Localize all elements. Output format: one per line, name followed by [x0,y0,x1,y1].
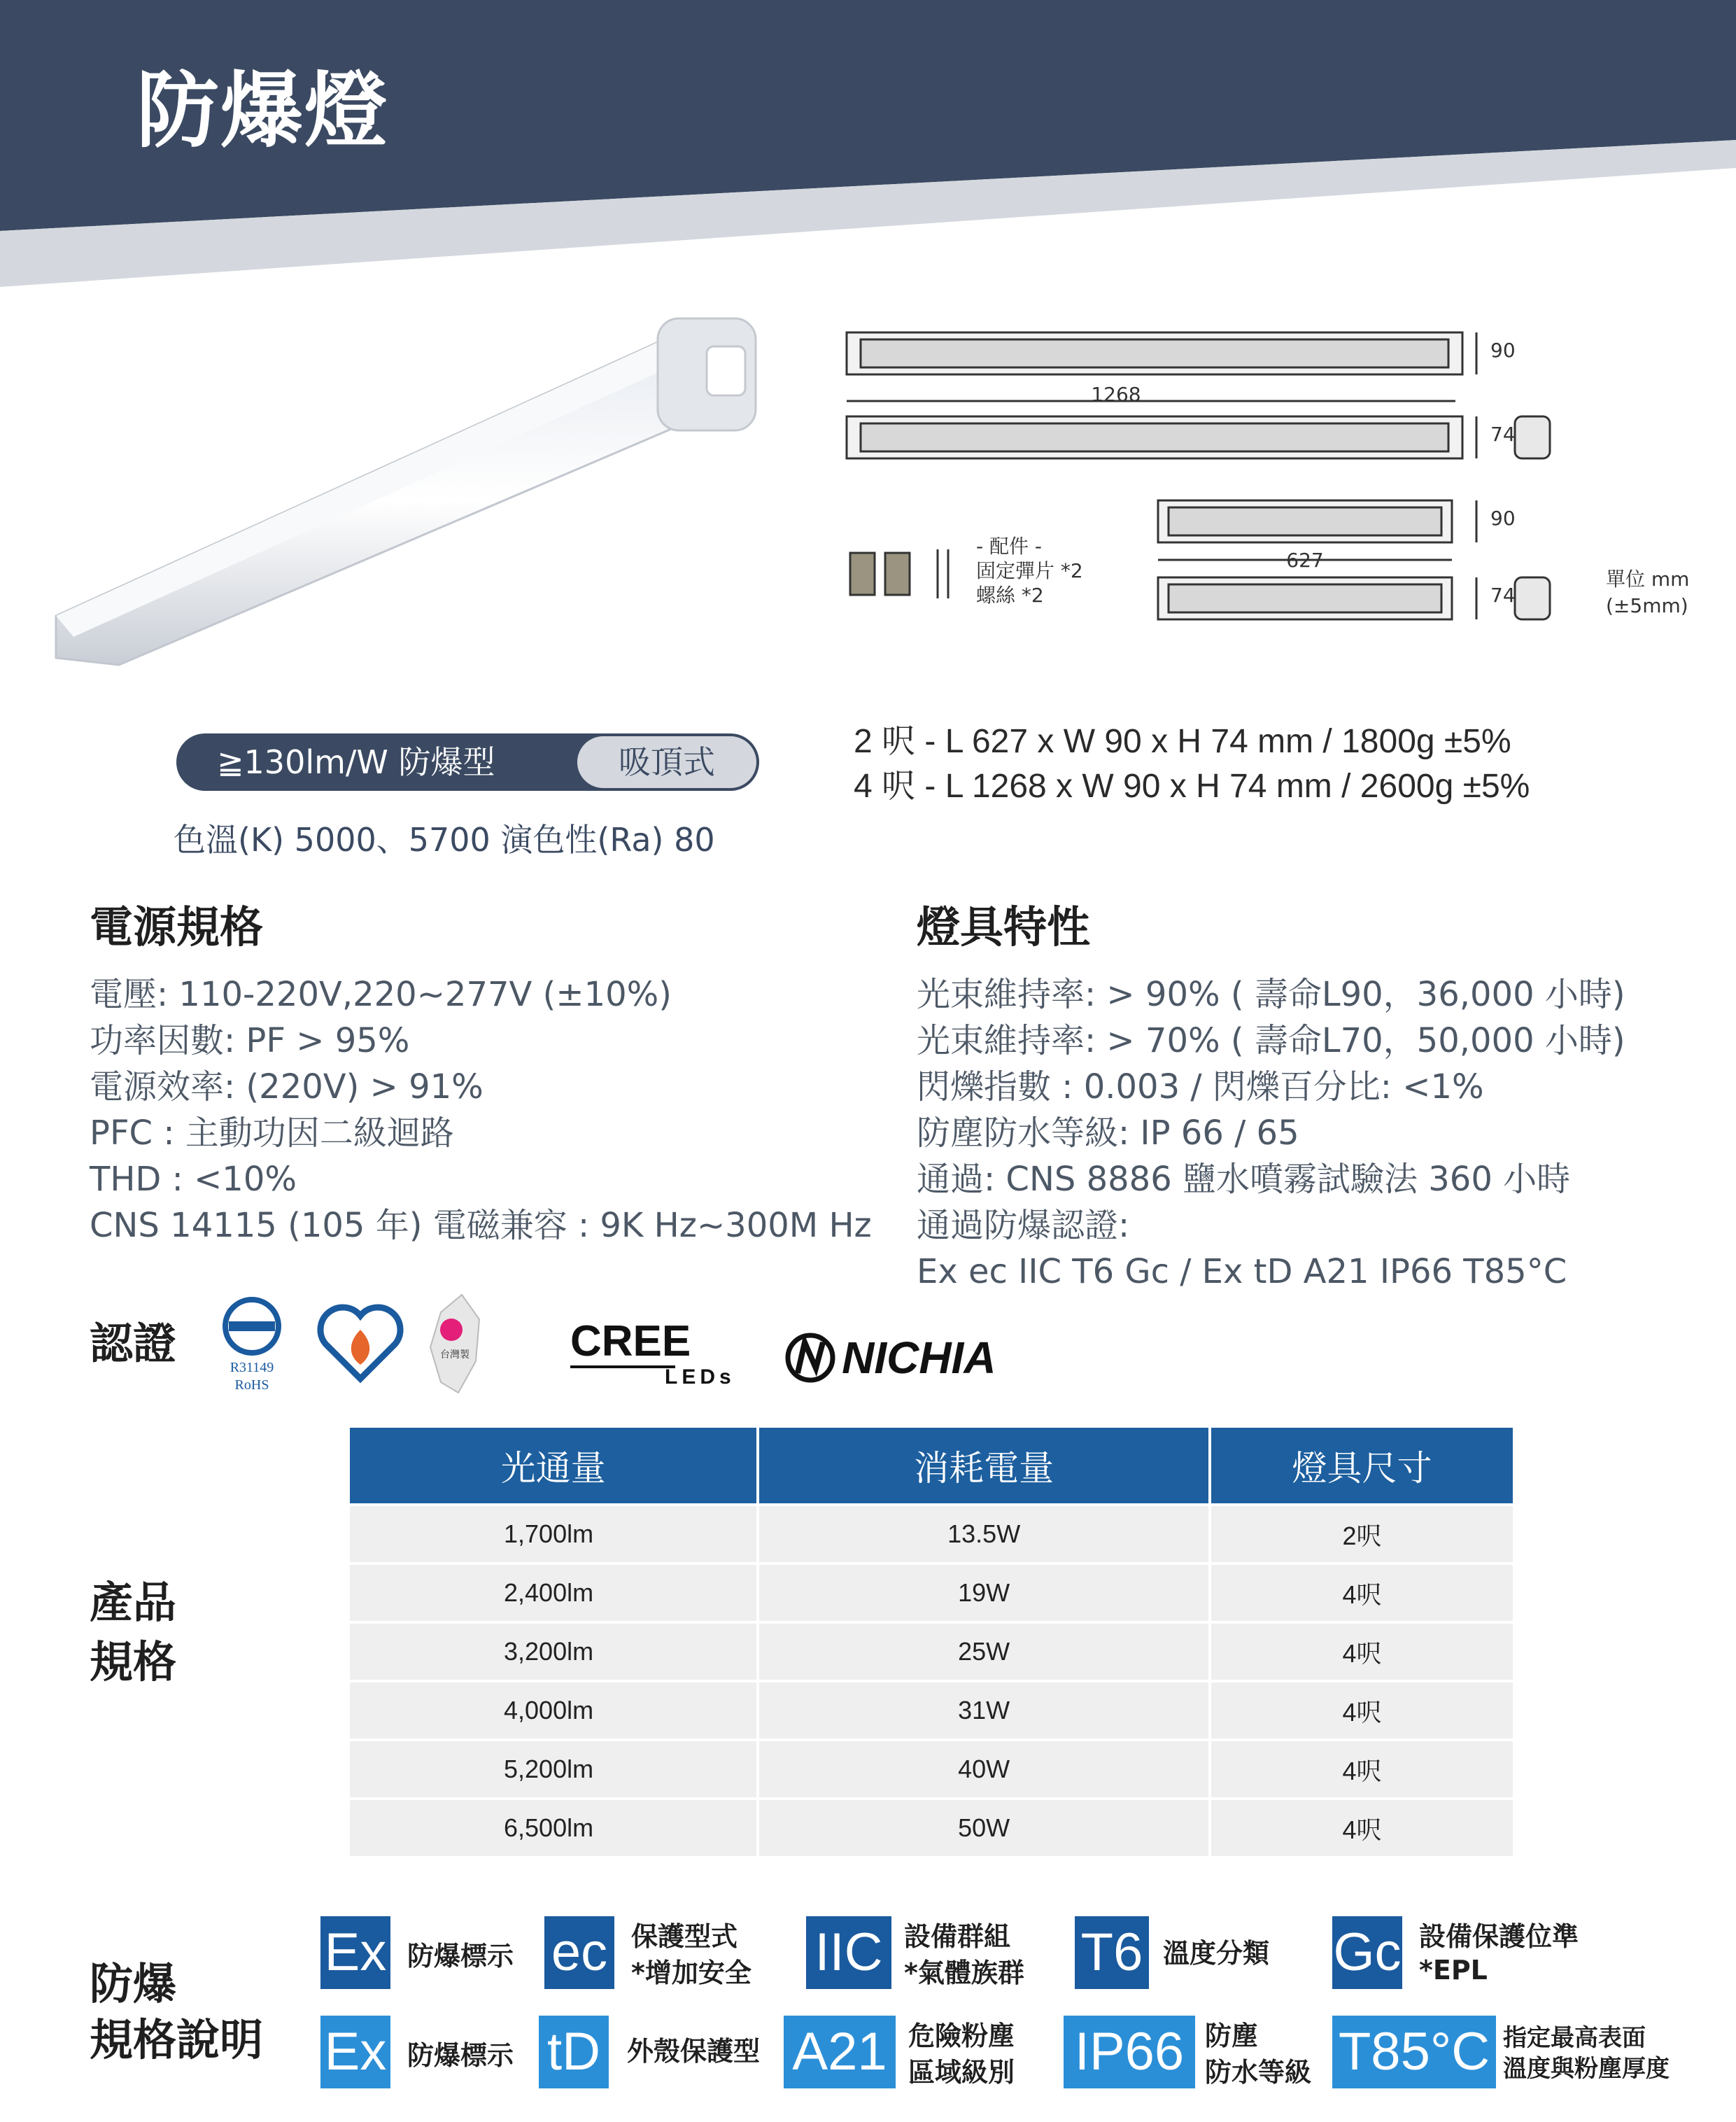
features-title: 燈具特性 [917,901,1091,953]
feature-line: Ex ec IIC T6 Gc / Ex tD A21 IP66 T85°C [917,1252,1567,1291]
badge-ec-note: *增加安全 [631,1958,751,1988]
table-row [350,1565,1513,1621]
height-dim-2ft: 74 [1490,584,1516,607]
power-list [90,971,872,1249]
cell-power: 40W [759,1741,1208,1797]
explosion-title-1: 防爆 [90,1958,177,2009]
cell-size: 4呎 [1211,1800,1513,1856]
color-temperature: 色溫(K) 5000、5700 演色性(Ra) 80 [174,821,715,859]
explosion-title-2: 規格說明 [90,2014,264,2065]
accessory-clip: 固定彈片 *2 [976,559,1083,582]
cree-logo [570,1319,745,1389]
cell-power: 13.5W [759,1506,1208,1562]
table-header-row [350,1428,1513,1503]
badge-t6: T6 [1075,1916,1149,1989]
badge-t6-desc: 溫度分類 [1163,1938,1270,1969]
badge-td-desc: 外殼保護型 [627,2036,761,2067]
cree-subtitle: LEDs [665,1365,735,1389]
badge-a21: A21 [784,2016,896,2088]
dimension-4ft: 4 呎 - L 1268 x W 90 x H 74 mm / 2600g ±5% [854,768,1530,805]
cell-power: 50W [759,1800,1208,1856]
power-line: THD : <10% [90,1160,297,1199]
cell-lumen: 3,200lm [350,1624,756,1680]
badge-ec: ec [544,1916,614,1989]
badge-t85c: T85°C [1332,2016,1496,2088]
table-row [350,1682,1513,1738]
feature-line: 閃爍指數 : 0.003 / 閃爍百分比: <1% [917,1067,1484,1106]
length-2ft: 627 [1286,549,1324,572]
badge-a21-note: 區域級別 [908,2057,1015,2088]
cell-size: 4呎 [1211,1682,1513,1738]
feature-line: 防塵防水等級: IP 66 / 65 [917,1113,1299,1153]
cell-size: 4呎 [1211,1741,1513,1797]
cell-power: 19W [759,1565,1208,1621]
cell-size: 4呎 [1211,1565,1513,1621]
cert-title: 認證 [90,1318,177,1369]
badge-t85c-note: 溫度與粉塵厚度 [1503,2055,1670,2083]
power-title: 電源規格 [90,901,264,953]
badge-ex: Ex [320,1916,390,1989]
dimension-2ft: 2 呎 - L 627 x W 90 x H 74 mm / 1800g ±5% [854,723,1511,760]
taiwan-made-icon [420,1291,490,1396]
badge-iic: IIC [806,1916,891,1989]
bsmi-code: R31149 [230,1360,274,1375]
cell-power: 31W [759,1682,1208,1738]
badge-td: tD [539,2016,609,2088]
badge-gc: Gc [1332,1916,1402,1989]
dimension-drawing [836,318,1725,647]
features-list [917,971,1625,1295]
feature-line: 通過防爆認證: [917,1206,1130,1245]
header-power: 消耗電量 [759,1428,1208,1503]
cell-lumen: 2,400lm [350,1565,756,1621]
feature-line: 光束維持率: > 70% ( 壽命L70，50,000 小時) [917,1021,1625,1060]
table-row [350,1800,1513,1856]
unit-label: 單位 mm [1606,568,1690,591]
badge-ip66: IP66 [1064,2016,1195,2088]
rohs-label: RoHS [234,1377,269,1393]
width-dim-2ft: 90 [1490,507,1516,530]
cell-lumen: 4,000lm [350,1682,756,1738]
badge-ex-2-desc: 防爆標示 [407,2040,514,2071]
accessory-title: - 配件 - [976,535,1043,558]
power-line: CNS 14115 (105 年) 電磁兼容 : 9K Hz~300M Hz [90,1206,872,1245]
feature-line: 通過: CNS 8886 鹽水噴霧試驗法 360 小時 [917,1160,1571,1199]
table-row [350,1506,1513,1562]
unit-tolerance: (±5mm) [1606,594,1688,617]
table-row [350,1741,1513,1797]
product-table [347,1425,1516,1859]
cell-lumen: 6,500lm [350,1800,756,1856]
badge-gc-note: *EPL [1419,1955,1488,1986]
fire-safety-heart-icon [315,1302,406,1386]
badge-a21-desc: 危險粉塵 [908,2021,1015,2051]
nichia-logo [782,1330,996,1386]
nichia-wordmark: NICHIA [842,1333,996,1383]
badge-ip66-desc: 防塵 [1205,2021,1259,2051]
mount-type: 吸頂式 [577,736,756,788]
cell-lumen: 1,700lm [350,1506,756,1562]
header-lumen: 光通量 [350,1428,756,1503]
taiwan-made-label: 台灣製 [440,1349,470,1361]
width-dim: 90 [1490,339,1516,362]
power-line: 功率因數: PF > 95% [90,1021,410,1060]
badge-t85c-desc: 指定最高表面 [1503,2024,1646,2052]
badge-iic-desc: 設備群組 [904,1921,1011,1952]
length-4ft: 1268 [1091,383,1141,406]
badge-ip66-note: 防水等級 [1205,2057,1312,2088]
accessory-screw: 螺絲 *2 [976,584,1044,607]
page-title: 防爆燈 [136,62,389,159]
header-size: 燈具尺寸 [1211,1428,1513,1503]
nichia-symbol-icon [782,1330,838,1386]
badge-ex-2: Ex [320,2016,390,2088]
product-title-1: 產品 [90,1577,177,1628]
table-row [350,1624,1513,1680]
power-line: 電壓: 110-220V,220~277V (±10%) [90,975,672,1014]
product-photo [42,308,826,672]
cell-power: 25W [759,1624,1208,1680]
power-line: PFC : 主動功因二級迴路 [90,1113,454,1153]
height-dim: 74 [1490,423,1516,446]
product-title-2: 規格 [90,1636,177,1687]
bsmi-icon [213,1295,290,1400]
cell-size: 4呎 [1211,1624,1513,1680]
cell-lumen: 5,200lm [350,1741,756,1797]
feature-line: 光束維持率: > 90% ( 壽命L90，36,000 小時) [917,975,1625,1014]
badge-ec-desc: 保護型式 [631,1921,738,1952]
badge-iic-note: *氣體族群 [904,1958,1024,1988]
efficiency-label: ≧130lm/W 防爆型 [217,743,495,781]
badge-gc-desc: 設備保護位準 [1419,1921,1579,1952]
power-line: 電源效率: (220V) > 91% [90,1067,484,1106]
badge-ex-desc: 防爆標示 [407,1941,514,1972]
cell-size: 2呎 [1211,1506,1513,1562]
cree-wordmark: CREE [570,1317,691,1365]
